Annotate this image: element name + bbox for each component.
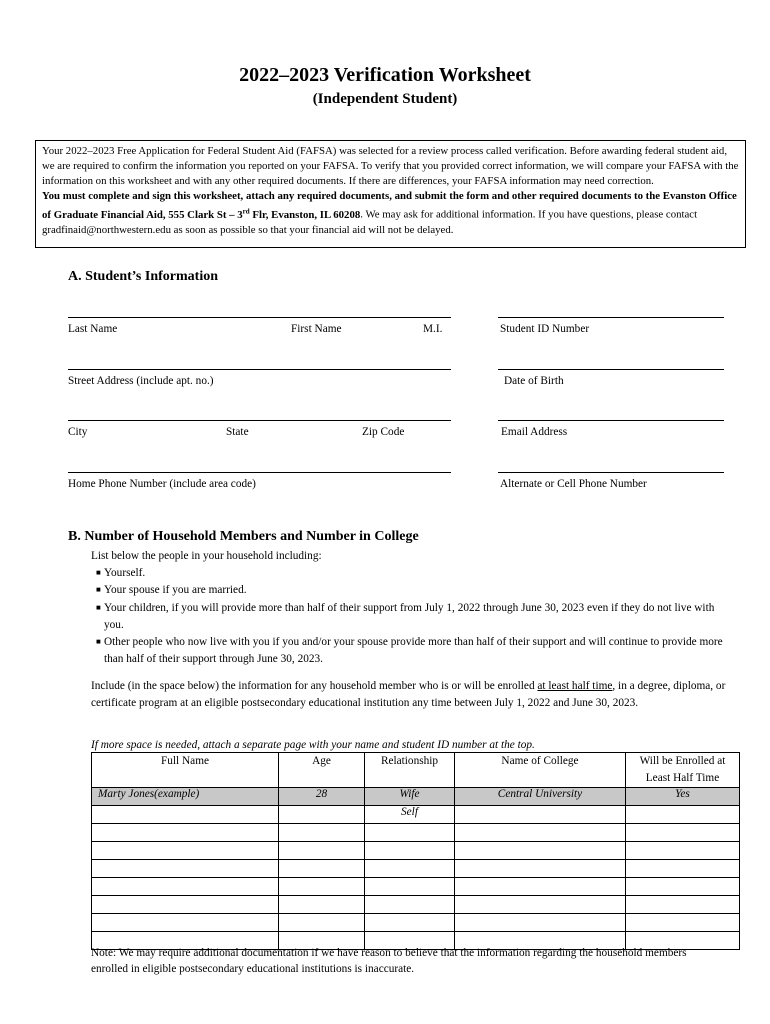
table-cell[interactable] — [92, 806, 279, 824]
household-table — [91, 752, 740, 950]
table-cell[interactable] — [92, 896, 279, 914]
table-row — [92, 878, 740, 896]
table-cell: 28 — [279, 788, 365, 806]
table-cell[interactable] — [279, 914, 365, 932]
table-cell: Wife — [365, 788, 455, 806]
table-cell[interactable] — [455, 824, 626, 842]
intro-tail-text: . We may ask for additional information. If you have questions, please contact gradfinaid@northwestern.edu as soon as possible so that your financial aid will not be delayed. — [42, 208, 698, 237]
col-header-relationship: Relationship — [365, 753, 455, 788]
bullet-item: ■ Yourself. — [96, 567, 146, 579]
table-cell[interactable] — [626, 896, 740, 914]
table-cell[interactable] — [626, 842, 740, 860]
first-name-label: First Name — [291, 323, 342, 335]
col-header-college: Name of College — [455, 753, 626, 788]
table-cell[interactable] — [279, 842, 365, 860]
household-lead: List below the people in your household including: — [91, 550, 322, 562]
city-line[interactable] — [68, 420, 451, 421]
table-cell[interactable] — [455, 860, 626, 878]
dob-label: Date of Birth — [504, 375, 564, 387]
table-cell[interactable] — [279, 806, 365, 824]
table-cell[interactable] — [455, 806, 626, 824]
table-row — [92, 860, 740, 878]
table-cell[interactable] — [455, 842, 626, 860]
more-space-note: If more space is needed, attach a separate page with your name and student ID number at the top. — [91, 739, 535, 751]
table-cell: Central University — [455, 788, 626, 806]
home-phone-label: Home Phone Number (include area code) — [68, 478, 256, 490]
table-row — [92, 896, 740, 914]
table-cell[interactable] — [92, 842, 279, 860]
student-id-label: Student ID Number — [500, 323, 590, 335]
table-cell[interactable] — [365, 824, 455, 842]
section-b-heading: B. Number of Household Members and Number in College — [68, 529, 419, 544]
bullet-item: ■ Your children, if you will provide more than half of their support from July 1, 2022 through June 30, 2023 even if they do not live with you. — [96, 602, 715, 631]
intro-box — [35, 140, 746, 248]
table-cell: Yes — [626, 788, 740, 806]
table-cell[interactable] — [279, 896, 365, 914]
table-row — [92, 914, 740, 932]
email-line[interactable] — [498, 420, 724, 421]
email-label: Email Address — [501, 426, 568, 438]
table-cell[interactable] — [92, 878, 279, 896]
table-cell[interactable] — [626, 878, 740, 896]
table-cell[interactable] — [455, 914, 626, 932]
last-name-label: Last Name — [68, 323, 118, 335]
alt-phone-label: Alternate or Cell Phone Number — [500, 478, 647, 490]
mi-label: M.I. — [423, 323, 443, 335]
street-line[interactable] — [68, 369, 451, 370]
table-cell[interactable] — [92, 914, 279, 932]
zip-label: Zip Code — [362, 426, 405, 438]
table-cell[interactable] — [92, 824, 279, 842]
city-label: City — [68, 426, 88, 438]
intro-text: Your 2022–2023 Free Application for Federal Student Aid (FAFSA) was selected for a review process called verification. Before awarding federal student aid, we are required to confirm the information you reported on your FAFSA. To verify that you provided correct information, we will compare your FAFSA with the information on this worksheet and with any other required documents. If there are differences, your FAFSA information may need correction. — [42, 145, 739, 188]
note-paragraph: Note: We may require additional documentation if we have reason to believe that the information regarding the household members enrolled in eligible postsecondary educational institutions is inaccurate. — [91, 947, 687, 975]
dob-line[interactable] — [498, 369, 724, 370]
table-row-example — [92, 788, 740, 806]
page-subtitle: (Independent Student) — [312, 91, 458, 107]
table-cell[interactable] — [626, 914, 740, 932]
table-cell[interactable] — [455, 896, 626, 914]
table-cell[interactable] — [365, 878, 455, 896]
table-cell[interactable] — [279, 860, 365, 878]
state-label: State — [226, 426, 249, 438]
table-cell[interactable] — [626, 824, 740, 842]
intro-bold-text: You must complete and sign this worksheet, attach any required documents, and submit the form and other required documents to the Evanston Office of Graduate Financial Aid, 555 Clark St – 3rd Flr, Evanston, IL 60208 — [42, 190, 737, 221]
col-header-age: Age — [279, 753, 365, 788]
table-row — [92, 824, 740, 842]
table-header-row — [92, 753, 740, 788]
table-cell[interactable] — [365, 842, 455, 860]
name-line[interactable] — [68, 317, 451, 318]
alt-phone-line[interactable] — [498, 472, 724, 473]
table-row — [92, 842, 740, 860]
table-cell[interactable] — [279, 878, 365, 896]
street-label: Street Address (include apt. no.) — [68, 375, 214, 387]
table-cell[interactable] — [455, 878, 626, 896]
table-cell[interactable] — [626, 860, 740, 878]
bullet-item: ■ Your spouse if you are married. — [96, 584, 247, 596]
page-title: 2022–2023 Verification Worksheet — [239, 64, 531, 86]
table-cell[interactable] — [92, 860, 279, 878]
table-row-self — [92, 806, 740, 824]
table-cell[interactable] — [365, 860, 455, 878]
include-paragraph: Include (in the space below) the information for any household member who is or will be enrolled at least half time, in a degree, diploma, or certificate program at an eligible postsecondary educational institution any time between July 1, 2022 and June 30, 2023. — [91, 680, 726, 709]
home-phone-line[interactable] — [68, 472, 451, 473]
col-header-full-name: Full Name — [92, 753, 279, 788]
col-header-enrolled: Will be Enrolled at Least Half Time — [626, 753, 740, 788]
student-id-line[interactable] — [498, 317, 724, 318]
table-cell[interactable] — [365, 914, 455, 932]
table-cell[interactable] — [626, 806, 740, 824]
table-cell[interactable] — [365, 896, 455, 914]
bullet-item: ■ Other people who now live with you if you and/or your spouse provide more than half of their support and will continue to provide more than half of their support through June 30, 2023. — [96, 636, 723, 665]
table-cell[interactable] — [279, 824, 365, 842]
section-a-heading: A. Student’s Information — [68, 269, 218, 284]
table-cell: Marty Jones(example) — [92, 788, 279, 806]
table-cell: Self — [365, 806, 455, 824]
